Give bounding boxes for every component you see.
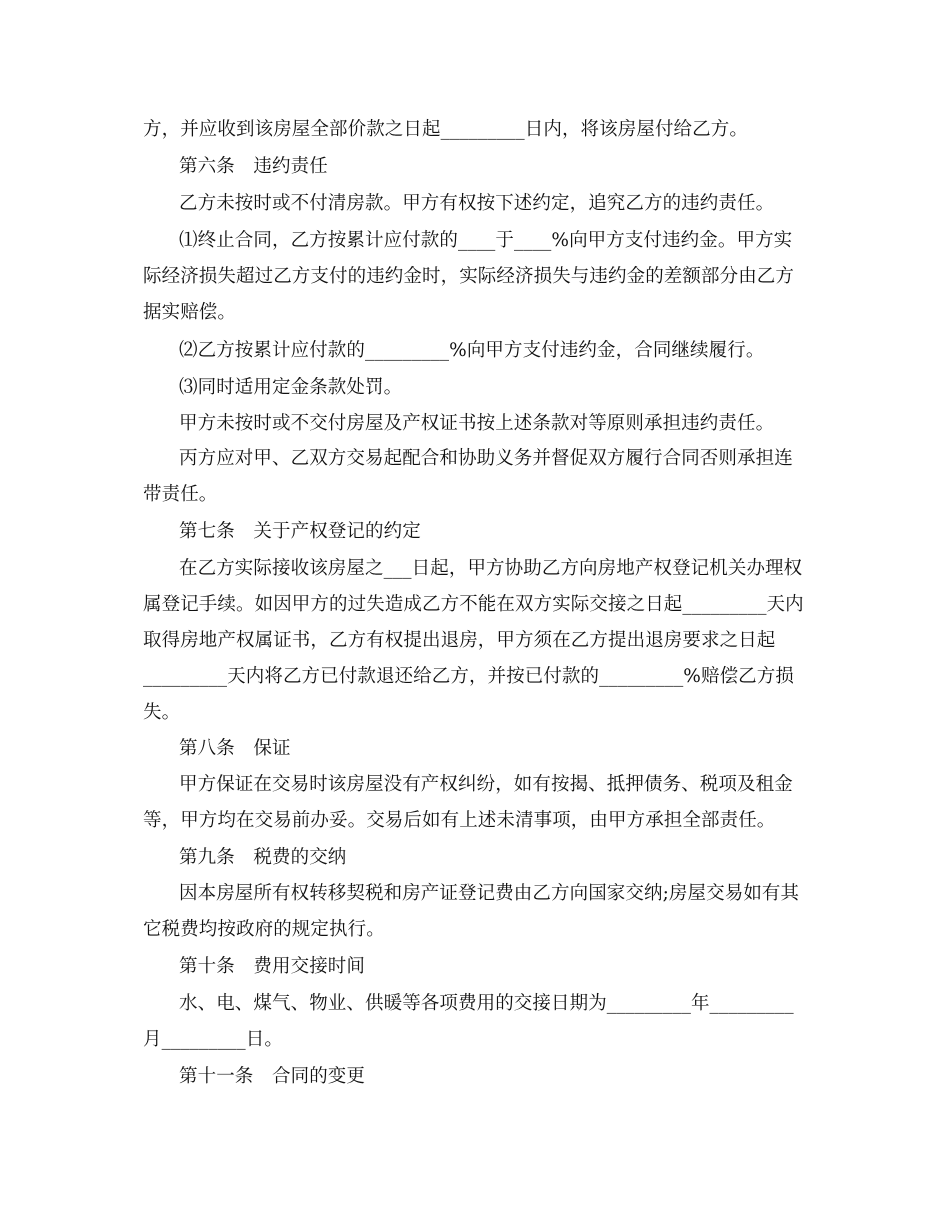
- paragraph-line: 它税费均按政府的规定执行。: [143, 919, 385, 940]
- paragraph-line: 因本房屋所有权转移契税和房产证登记费由乙方向国家交纳;房屋交易如有其: [179, 883, 800, 904]
- paragraph-line: 失。: [143, 702, 181, 723]
- paragraph-line: 甲方未按时或不交付房屋及产权证书按上述条款对等原则承担违约责任。: [179, 413, 775, 434]
- paragraph-line: 丙方应对甲、乙双方交易起配合和协助义务并督促双方履行合同否则承担连: [179, 448, 793, 469]
- paragraph-line: ⑴终止合同，乙方按累计应付款的____于____%向甲方支付违约金。甲方实: [179, 230, 793, 251]
- paragraph-line: 带责任。: [143, 484, 218, 505]
- article-heading: 第十条 费用交接时间: [179, 956, 366, 977]
- paragraph-line: 月_________日。: [143, 1029, 283, 1050]
- article-heading: 第八条 保证: [179, 738, 291, 759]
- paragraph-line: 取得房地产权属证书，乙方有权提出退房，甲方须在乙方提出退房要求之日起: [143, 630, 776, 651]
- paragraph-line: 属登记手续。如因甲方的过失造成乙方不能在双方实际交接之日起_________天内: [143, 594, 804, 615]
- paragraph-line: 际经济损失超过乙方支付的违约金时，实际经济损失与违约金的差额部分由乙方: [143, 266, 795, 287]
- article-heading: 第九条 税费的交纳: [179, 847, 347, 868]
- paragraph-line: ⑶同时适用定金条款处罚。: [179, 377, 403, 398]
- article-heading: 第十一条 合同的变更: [179, 1066, 366, 1087]
- article-heading: 第六条 违约责任: [179, 156, 328, 177]
- paragraph-line: 在乙方实际接收该房屋之___日起，甲方协助乙方向房地产权登记机关办理权: [179, 558, 803, 579]
- paragraph-line: 等，甲方均在交易前办妥。交易后如有上述未清事项，由甲方承担全部责任。: [143, 810, 776, 831]
- paragraph-line: _________天内将乙方已付款退还给乙方，并按已付款的_________%赔偿乙方损: [143, 666, 794, 687]
- paragraph-line: ⑵乙方按累计应付款的_________%向甲方支付违约金，合同继续履行。: [179, 340, 765, 361]
- paragraph-line: 方，并应收到该房屋全部价款之日起_________日内，将该房屋付给乙方。: [143, 119, 748, 140]
- paragraph-line: 据实赔偿。: [143, 302, 237, 323]
- paragraph-line: 乙方未按时或不付清房款。甲方有权按下述约定，追究乙方的违约责任。: [179, 193, 775, 214]
- article-heading: 第七条 关于产权登记的约定: [179, 521, 421, 542]
- paragraph-line: 水、电、煤气、物业、供暖等各项费用的交接日期为_________年_________: [179, 993, 794, 1014]
- paragraph-line: 甲方保证在交易时该房屋没有产权纠纷，如有按揭、抵押债务、税项及租金: [179, 774, 793, 795]
